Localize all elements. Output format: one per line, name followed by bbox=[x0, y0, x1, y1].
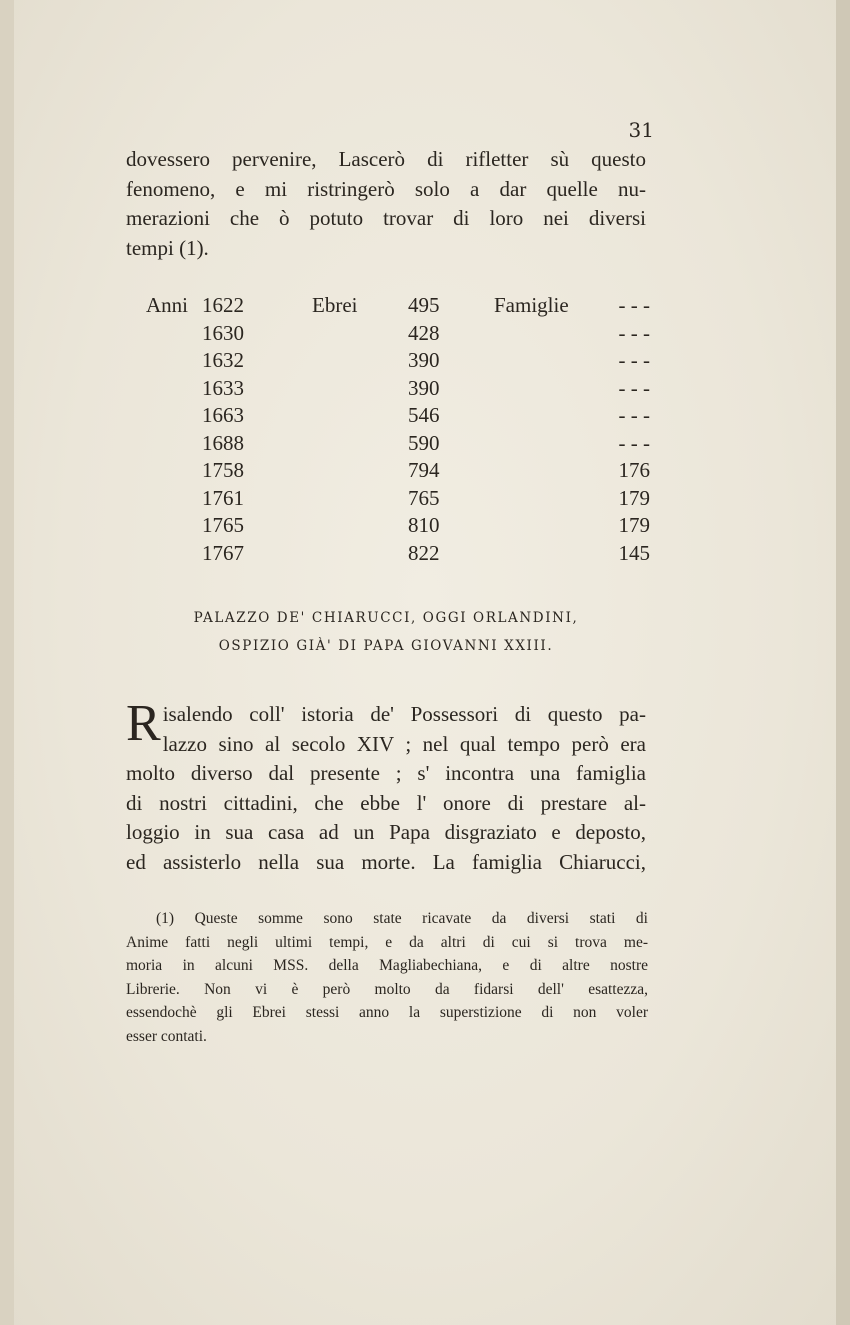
drop-cap: R bbox=[126, 695, 161, 752]
section-heading-line-2: OSPIZIO GIÀ' DI PAPA GIOVANNI XXIII. bbox=[218, 638, 554, 654]
footnote-line: (1) Queste somme sono state ricavate da diversi stati di bbox=[156, 910, 648, 927]
table-row bbox=[146, 430, 650, 458]
footnote-line: Anime fatti negli ultimi tempi, e da altri di cui si trova me- bbox=[126, 933, 648, 951]
year-cell: 1633 bbox=[202, 375, 244, 400]
ebrei-count-cell: 822 bbox=[408, 540, 440, 565]
year-cell: 1630 bbox=[202, 320, 244, 345]
ebrei-count-cell: 810 bbox=[408, 513, 440, 538]
table-row bbox=[146, 485, 650, 513]
text-line: loggio in sua casa ad un Papa disgraziato e deposto, bbox=[126, 820, 646, 844]
footnote-line: essendochè gli Ebrei stessi anno la superstizione di non voler bbox=[126, 1004, 648, 1022]
year-cell: 1688 bbox=[202, 430, 244, 455]
ebrei-count-cell: 794 bbox=[408, 458, 440, 483]
table-row bbox=[146, 457, 650, 485]
ebrei-count-cell: 590 bbox=[408, 430, 440, 455]
famiglie-count-cell: - - - bbox=[618, 320, 650, 345]
year-cell: 1663 bbox=[202, 403, 244, 428]
famiglie-count-cell: - - - bbox=[618, 293, 650, 318]
paragraph-intro bbox=[126, 145, 646, 263]
page-right-edge bbox=[836, 0, 850, 1325]
year-cell: 1632 bbox=[202, 348, 244, 373]
table-row bbox=[146, 292, 650, 320]
table-row bbox=[146, 540, 650, 568]
text-line: dovessero pervenire, Lascerò di rifletter sù questo bbox=[126, 147, 646, 171]
famiglie-count-cell: - - - bbox=[618, 430, 650, 455]
label-anni: Anni bbox=[146, 293, 188, 318]
famiglie-count-cell: - - - bbox=[618, 375, 650, 400]
famiglie-count-cell: - - - bbox=[618, 403, 650, 428]
famiglie-count-cell: 176 bbox=[618, 458, 650, 483]
text-line: di nostri cittadini, che ebbe l' onore di prestare al- bbox=[126, 790, 646, 815]
year-cell: 1622 bbox=[202, 293, 244, 318]
table-row bbox=[146, 320, 650, 348]
table-row bbox=[146, 512, 650, 540]
label-famiglie: Famiglie bbox=[494, 293, 569, 318]
year-cell: 1758 bbox=[202, 458, 244, 483]
census-table bbox=[146, 292, 650, 567]
text-line: tempi (1). bbox=[126, 235, 209, 260]
ebrei-count-cell: 495 bbox=[408, 293, 440, 318]
footnote-line: moria in alcuni MSS. della Magliabechiana, e di altre nostre bbox=[126, 957, 648, 975]
label-ebrei: Ebrei bbox=[312, 293, 358, 318]
footnote-line: esser contati. bbox=[126, 1027, 207, 1045]
section-heading-line-1: PALAZZO DE' CHIARUCCI, OGGI ORLANDINI, bbox=[193, 610, 579, 626]
footnote bbox=[126, 907, 648, 1049]
table-row bbox=[146, 347, 650, 375]
ebrei-count-cell: 765 bbox=[408, 485, 440, 510]
text-line: fenomeno, e mi ristringerò solo a dar quelle nu- bbox=[126, 176, 646, 201]
famiglie-count-cell: - - - bbox=[618, 348, 650, 373]
year-cell: 1761 bbox=[202, 485, 244, 510]
text-line: isalendo coll' istoria de' Possessori di questo pa- bbox=[162, 702, 646, 726]
paragraph-palazzo bbox=[126, 695, 646, 877]
ebrei-count-cell: 546 bbox=[408, 403, 440, 428]
page-number: 31 bbox=[628, 118, 654, 142]
text-line: molto diverso dal presente ; s' incontra una famiglia bbox=[126, 761, 646, 785]
text-line: lazzo sino al secolo XIV ; nel qual tempo però era bbox=[162, 731, 646, 756]
ebrei-count-cell: 428 bbox=[408, 320, 440, 345]
text-line: ed assisterlo nella sua morte. La famiglia Chiarucci, bbox=[126, 849, 646, 874]
table-row bbox=[146, 402, 650, 430]
famiglie-count-cell: 179 bbox=[618, 513, 650, 538]
text-line: merazioni che ò potuto trovar di loro nei diversi bbox=[126, 206, 646, 230]
table-row bbox=[146, 375, 650, 403]
year-cell: 1767 bbox=[202, 540, 244, 565]
ebrei-count-cell: 390 bbox=[408, 375, 440, 400]
year-cell: 1765 bbox=[202, 513, 244, 538]
famiglie-count-cell: 145 bbox=[618, 540, 650, 565]
famiglie-count-cell: 179 bbox=[618, 485, 650, 510]
footnote-line: Librerie. Non vi è però molto da fidarsi dell' esattezza, bbox=[126, 980, 648, 998]
page-left-edge bbox=[0, 0, 14, 1325]
ebrei-count-cell: 390 bbox=[408, 348, 440, 373]
